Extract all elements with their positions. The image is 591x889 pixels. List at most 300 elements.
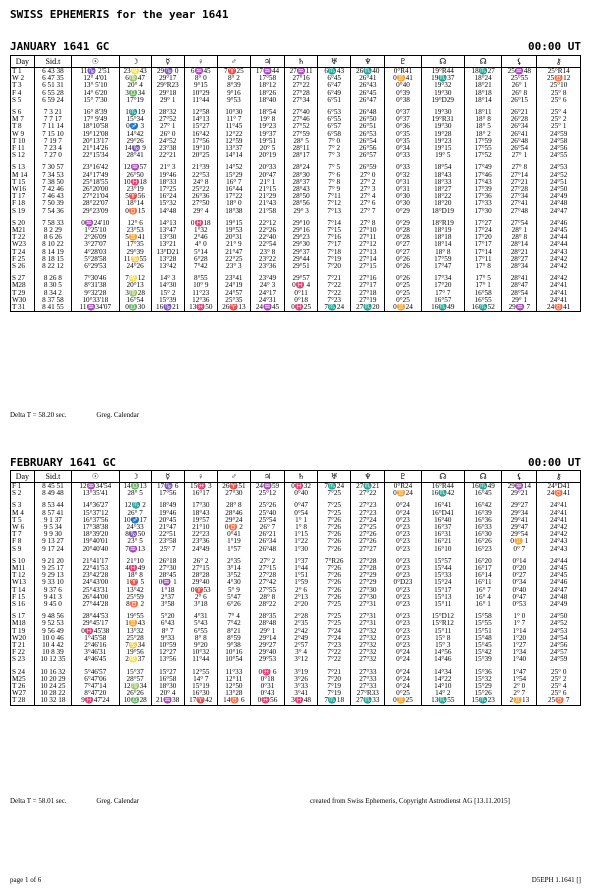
table-cell: 13°28 (217, 690, 250, 697)
table-cell: 28°44'53 (72, 613, 120, 620)
table-cell: 10 24 25 (34, 683, 71, 690)
table-cell: 15°R12 (421, 620, 464, 627)
table-cell: 25♒48 (502, 68, 537, 76)
table-cell: 24°57 (537, 649, 581, 656)
table-cell: 14°14 (217, 152, 250, 159)
table-cell: 27° 8 (351, 220, 385, 227)
day-cell: S 24 (11, 669, 35, 676)
table-cell: 23°36 (184, 538, 217, 545)
table-cell: 16°54 (119, 297, 151, 304)
table-row (11, 172, 581, 179)
column-header: ☉ (72, 471, 120, 483)
table-cell: 9 52 53 (34, 620, 71, 627)
table-cell: 0°23 (385, 517, 421, 524)
table-cell: 1°32 (184, 227, 217, 234)
column-header: Sid.t (34, 56, 71, 68)
day-cell: W23 (11, 241, 35, 248)
table-cell: 4°46'45 (72, 656, 120, 663)
table-cell: 4°31 (184, 613, 217, 620)
table-cell: 19° 8 (250, 116, 284, 123)
table-cell: 20° 5 (250, 145, 284, 152)
table-cell: 17°34 (421, 275, 464, 282)
table-cell: 24°43 (537, 546, 581, 553)
table-cell: 29°41 (502, 517, 537, 524)
table-cell: 16°21 (421, 538, 464, 545)
table-cell: 26♈13 (217, 304, 250, 312)
table-cell: 18° 0 (217, 200, 250, 207)
table-cell: 27°28 (351, 565, 385, 572)
table-cell: 8° 7 (151, 628, 184, 635)
table-cell: 16°42 (465, 502, 502, 509)
column-header: ♂ (217, 56, 250, 68)
table-cell: 7° 8 (318, 179, 351, 186)
table-cell: 0°24 (385, 502, 421, 509)
table-cell: 28°50 (285, 193, 318, 200)
table-row (11, 220, 581, 227)
table-cell: 1°40 (502, 656, 537, 663)
table-cell: 16♏49 (421, 304, 464, 312)
column-header: ♇ (385, 56, 421, 68)
table-cell: 10 12 35 (34, 656, 71, 663)
table-cell: 16°31 (421, 531, 464, 538)
table-cell: 24°50 (537, 613, 581, 620)
table-cell: 27° 8 (502, 164, 537, 171)
table-cell: 23°42'28 (72, 572, 120, 579)
table-cell: 16°58 (151, 676, 184, 683)
table-cell: 6°49 (318, 90, 351, 97)
table-cell: 0°33 (385, 164, 421, 171)
table-cell: 22°51 (151, 531, 184, 538)
table-row (11, 579, 581, 586)
table-cell: 27°40 (285, 109, 318, 116)
table-cell: 18°19 (421, 227, 464, 234)
day-cell: W 6 (11, 524, 35, 531)
table-cell: 21° 9 (217, 241, 250, 248)
table-cell: 27° 4 (351, 193, 385, 200)
table-cell: 27°26 (351, 538, 385, 545)
table-row (11, 572, 581, 579)
table-cell: 16°10 (421, 546, 464, 553)
table-cell: 18° 8 (465, 116, 502, 123)
table-cell: 14♎13 (119, 483, 151, 491)
table-cell: 7°12 (318, 200, 351, 207)
table-cell: 1°15 (285, 531, 318, 538)
table-cell: 27° 0 (351, 172, 385, 179)
table-cell: 27°17 (351, 282, 385, 289)
table-row (11, 263, 581, 270)
table-cell: 0°14 (502, 558, 537, 565)
table-cell: 23° 8 (250, 249, 284, 256)
table-cell: 25°59 (119, 594, 151, 601)
table-cell: 0♉15 (119, 208, 151, 215)
table-cell: 17°11 (465, 256, 502, 263)
table-cell: 14°22 (421, 676, 464, 683)
table-cell: 17° 8 (465, 263, 502, 270)
table-row (11, 282, 581, 289)
table-cell: 18°43 (421, 172, 464, 179)
table-cell: 27°15 (351, 263, 385, 270)
table-cell: 0°26 (385, 256, 421, 263)
table-cell: 5°20 (151, 613, 184, 620)
table-cell: 0°24 (385, 656, 421, 663)
day-cell: F 8 (11, 538, 35, 545)
table-cell: 1° 1 (285, 517, 318, 524)
day-cell: M21 (11, 227, 35, 234)
table-cell: 28° 5 (119, 490, 151, 497)
table-cell: 27°33 (351, 676, 385, 683)
table-cell: 18°R19 (421, 220, 464, 227)
day-cell: W20 (11, 635, 35, 642)
table-cell: 17°25 (151, 186, 184, 193)
table-cell: 9 45 0 (34, 601, 71, 608)
table-cell: 16°30 (184, 690, 217, 697)
table-cell: 0♓25 (285, 304, 318, 312)
table-cell: 27°15 (250, 565, 284, 572)
table-cell: 27°32 (351, 649, 385, 656)
table-cell: 9 17 24 (34, 546, 71, 553)
table-cell: 15°32 (151, 200, 184, 207)
table-cell: 29°26 (119, 138, 151, 145)
table-cell: 0°28 (385, 234, 421, 241)
table-cell: 8 26 8 (34, 275, 71, 282)
table-cell: 0♉ 2 (217, 524, 250, 531)
table-cell: 26°51 (351, 123, 385, 130)
table-cell: 19°53 (217, 227, 250, 234)
table-cell: 7°22 (318, 290, 351, 297)
table-cell: 0♈53 (184, 587, 217, 594)
table-cell: 7°15 (318, 227, 351, 234)
table-cell: 18°26 (250, 90, 284, 97)
table-cell: 29°23'09 (72, 208, 120, 215)
table-cell: 14°36'27 (72, 502, 120, 509)
table-cell: 0°23 (385, 531, 421, 538)
table-cell: 17°14 (465, 249, 502, 256)
table-cell: 7°26 (318, 517, 351, 524)
table-cell: 0♐ 3 (119, 123, 151, 130)
column-header: ♂ (217, 471, 250, 483)
table-cell: 24°41 (537, 290, 581, 297)
header-row (11, 56, 581, 68)
table-cell: 24°53 (537, 628, 581, 635)
table-cell: 27°30 (217, 490, 250, 497)
column-header: ♃ (250, 471, 284, 483)
table-cell: 7°22 (318, 649, 351, 656)
table-row (11, 656, 581, 663)
table-cell: 15°27 (184, 123, 217, 130)
table-cell: 21° 3 (151, 164, 184, 171)
table-cell: 12°59 (217, 138, 250, 145)
table-cell: 8°39 (217, 82, 250, 89)
table-cell: 14° 6'20 (72, 90, 120, 97)
table-cell: 27°31 (351, 620, 385, 627)
table-cell: 9°38 (217, 642, 250, 649)
table-cell: 16°17 (184, 490, 217, 497)
table-cell: 28°17 (285, 152, 318, 159)
table-cell: 18°21 (465, 82, 502, 89)
table-cell: 27°19 (351, 297, 385, 304)
table-cell: 7°22 (318, 282, 351, 289)
day-cell: T 17 (11, 193, 35, 200)
table-cell: 19°R31 (421, 116, 464, 123)
table-cell: 11°23 (184, 290, 217, 297)
table-cell: 3°52 (217, 572, 250, 579)
table-cell: 29°44 (285, 256, 318, 263)
table-cell: 7°13 (318, 208, 351, 215)
table-cell: 15°51 (465, 628, 502, 635)
table-row (11, 90, 581, 97)
table-cell: 13°D21 (151, 249, 184, 256)
table-cell: 27°23 (351, 502, 385, 509)
table-cell: 19°10 (184, 145, 217, 152)
table-cell: 24♒59 (250, 483, 284, 491)
table-cell: 0°40 (285, 490, 318, 497)
table-cell: 27°13 (351, 249, 385, 256)
table-cell: 24°59 (537, 131, 581, 138)
table-cell: 7° 2 (318, 145, 351, 152)
table-cell: 8 14 19 (34, 249, 71, 256)
table-cell: 7°R26 (318, 558, 351, 565)
table-cell: 18°20 (421, 200, 464, 207)
table-cell: 28°48 (250, 620, 284, 627)
table-cell: 0°18 (250, 676, 284, 683)
table-cell: 27° 1 (151, 123, 184, 130)
table-cell: 0°24 (385, 649, 421, 656)
table-cell: 0♓45'38 (72, 628, 120, 635)
table-cell: 2° 7 (502, 690, 537, 697)
table-cell: 15°11 (421, 628, 464, 635)
day-cell: T 3 (11, 82, 35, 89)
table-cell: 13°56 (151, 656, 184, 663)
table-cell: 1°20 (502, 635, 537, 642)
table-cell: 25°28 (119, 635, 151, 642)
table-cell: 0°24 (385, 676, 421, 683)
table-cell: 20°25 (184, 152, 217, 159)
table-cell: 24°48 (537, 594, 581, 601)
day-cell: F 15 (11, 594, 35, 601)
table-cell: 25° 2 (537, 676, 581, 683)
table-cell: 7° 4 (217, 613, 250, 620)
table-cell: 27°32 (351, 635, 385, 642)
column-header: ♆ (351, 471, 385, 483)
table-row (11, 697, 581, 705)
table-cell: 13°47 (151, 227, 184, 234)
table-cell: 21°41'17 (72, 558, 120, 565)
table-cell: 24°47 (537, 587, 581, 594)
table-cell: 3°19 (285, 669, 318, 676)
table-cell: 0°23 (385, 613, 421, 620)
table-cell: 15♏23 (465, 697, 502, 705)
table-cell: 6°47'06 (72, 676, 120, 683)
table-cell: 1°51 (285, 572, 318, 579)
table-cell: 15°34 (119, 116, 151, 123)
table-cell: 7°23 (318, 642, 351, 649)
table-cell: 24° 8 (184, 179, 217, 186)
day-cell: T 28 (11, 697, 35, 705)
table-cell: 20°33 (250, 164, 284, 171)
table-cell: 7°26 (318, 572, 351, 579)
table-cell: 19°32 (421, 82, 464, 89)
table-cell: 14°13 (151, 220, 184, 227)
table-cell: 3°58 (151, 601, 184, 608)
table-cell: 7♈25 (217, 68, 250, 76)
column-header: ⚷ (537, 56, 581, 68)
table-cell: 19°15 (217, 220, 250, 227)
table-cell: 13°35'41 (72, 490, 120, 497)
table-cell: 16°44 (217, 186, 250, 193)
table-cell: 24°41 (537, 510, 581, 517)
table-cell: 26°34 (502, 123, 537, 130)
table-cell: 7°26 (318, 546, 351, 553)
table-cell: 7°14 (318, 220, 351, 227)
table-cell: 7 30 57 (34, 164, 71, 171)
table-row (11, 75, 581, 82)
table-cell: 24♒45 (250, 304, 284, 312)
table-row (11, 676, 581, 683)
table-cell: 17°30 (465, 208, 502, 215)
table-cell: 8 49 48 (34, 490, 71, 497)
day-cell: S 26 (11, 263, 35, 270)
column-header: ☿ (151, 471, 184, 483)
table-cell: 0♓32 (285, 483, 318, 491)
table-cell: 29° 1 (151, 97, 184, 104)
table-cell: 29°23 (285, 234, 318, 241)
table-cell: 13°37 (217, 145, 250, 152)
table-cell: 29°18 (151, 90, 184, 97)
table-cell: 27° 2 (250, 558, 284, 565)
table-cell: 6°53 (318, 109, 351, 116)
table-cell: 18°30 (151, 683, 184, 690)
table-cell: 2°49 (285, 635, 318, 642)
table-cell: 16°R44 (421, 483, 464, 491)
table-cell: 3♓48 (285, 697, 318, 705)
table-cell: 7°18 (318, 249, 351, 256)
table-cell: 9°33 (151, 635, 184, 642)
table-cell: 23° 3 (217, 263, 250, 270)
table-cell: 13°28 (151, 256, 184, 263)
table-cell: 0°23 (385, 587, 421, 594)
table-cell: 27°10 (351, 227, 385, 234)
table-cell: 24°26 (119, 263, 151, 270)
month-time: 00:00 UT (528, 40, 581, 53)
table-cell: 18°39'20 (72, 531, 120, 538)
table-cell: 24°49 (537, 601, 581, 608)
table-cell: 28°57 (119, 676, 151, 683)
day-cell: S 19 (11, 208, 35, 215)
table-row (11, 565, 581, 572)
table-cell: 9°32'28 (72, 290, 120, 297)
table-cell: 27°14 (351, 256, 385, 263)
day-cell: M25 (11, 676, 35, 683)
table-cell: 16°14 (465, 572, 502, 579)
table-cell: 18°12 (250, 82, 284, 89)
table-cell: 29°40 (250, 649, 284, 656)
table-cell: 24°57 (217, 290, 250, 297)
day-cell: S 17 (11, 613, 35, 620)
table-cell: 0°40 (385, 82, 421, 89)
table-cell: 23♌43 (119, 68, 151, 76)
table-cell: 16°58 (465, 290, 502, 297)
table-cell: 26° 8 (502, 90, 537, 97)
table-cell: 29°54 (502, 531, 537, 538)
table-cell: 20° 4 (119, 82, 151, 89)
table-cell: 3°26 (285, 676, 318, 683)
table-cell: 16°30 (465, 531, 502, 538)
table-cell: 0°28 (385, 227, 421, 234)
table-cell: 28°45 (151, 572, 184, 579)
day-cell: S 2 (11, 490, 35, 497)
table-cell: 24°19 (217, 282, 250, 289)
table-cell: 5° 9 (217, 587, 250, 594)
table-cell: 27°30 (351, 587, 385, 594)
table-cell: 19°30 (421, 90, 464, 97)
table-cell: 8°59 (217, 635, 250, 642)
table-cell: 14°30 (151, 282, 184, 289)
table-cell: 0°40 (502, 587, 537, 594)
table-cell: 27°11 (351, 234, 385, 241)
table-cell: 0°23 (385, 538, 421, 545)
table-cell: 0°24 (385, 683, 421, 690)
table-cell: 26°44'00 (72, 594, 120, 601)
table-cell: 25°43'31 (72, 587, 120, 594)
table-cell: 6 55 28 (34, 90, 71, 97)
table-cell: 0°43 (250, 690, 284, 697)
table-cell: 27°30 (351, 594, 385, 601)
table-cell: 21♒38 (151, 697, 184, 705)
table-cell: 7°25 (318, 620, 351, 627)
table-cell: 27° 2 (351, 179, 385, 186)
table-cell: 8°47'20 (72, 690, 120, 697)
table-cell: 24°41 (537, 282, 581, 289)
table-cell: 7°20 (318, 676, 351, 683)
table-cell: 2°46 (184, 234, 217, 241)
table-cell: 10♓18 (119, 179, 151, 186)
day-cell: M11 (11, 565, 35, 572)
table-cell: 15°19 (184, 683, 217, 690)
table-cell: 16° 1 (465, 601, 502, 608)
table-cell: 24°43 (537, 249, 581, 256)
table-cell: 0°26 (385, 275, 421, 282)
table-cell: 27° 7 (351, 208, 385, 215)
table-cell: 2°13 (285, 594, 318, 601)
table-cell: 0♓ 6 (250, 669, 284, 676)
table-cell: 16°45 (465, 490, 502, 497)
table-cell: 27°28 (285, 90, 318, 97)
table-cell: 18°14 (421, 241, 464, 248)
column-header: Sid.t (34, 471, 71, 483)
table-cell: 0♒24'10 (72, 220, 120, 227)
column-header: ⚷ (537, 471, 581, 483)
table-cell: 27°28 (250, 572, 284, 579)
table-cell: 2°35 (217, 558, 250, 565)
table-cell: 9°15 (184, 82, 217, 89)
table-cell: 29°37 (285, 249, 318, 256)
table-cell: 15♓ 3 (184, 483, 217, 491)
day-cell: F 11 (11, 145, 35, 152)
table-cell: 27°16 (285, 75, 318, 82)
day-cell: M 7 (11, 116, 35, 123)
month-title: JANUARY 1641 GC (10, 40, 110, 53)
table-row (11, 531, 581, 538)
table-cell: 24♉41 (537, 304, 581, 312)
table-cell: 18° 8 (421, 249, 464, 256)
table-cell: 28°32 (151, 109, 184, 116)
day-cell: S 3 (11, 502, 35, 509)
table-cell: 8 57 41 (34, 510, 71, 517)
day-cell: S 16 (11, 601, 35, 608)
table-cell: 27♏33 (351, 697, 385, 705)
table-cell: 18°18 (465, 90, 502, 97)
table-cell: 0°25 (385, 690, 421, 697)
